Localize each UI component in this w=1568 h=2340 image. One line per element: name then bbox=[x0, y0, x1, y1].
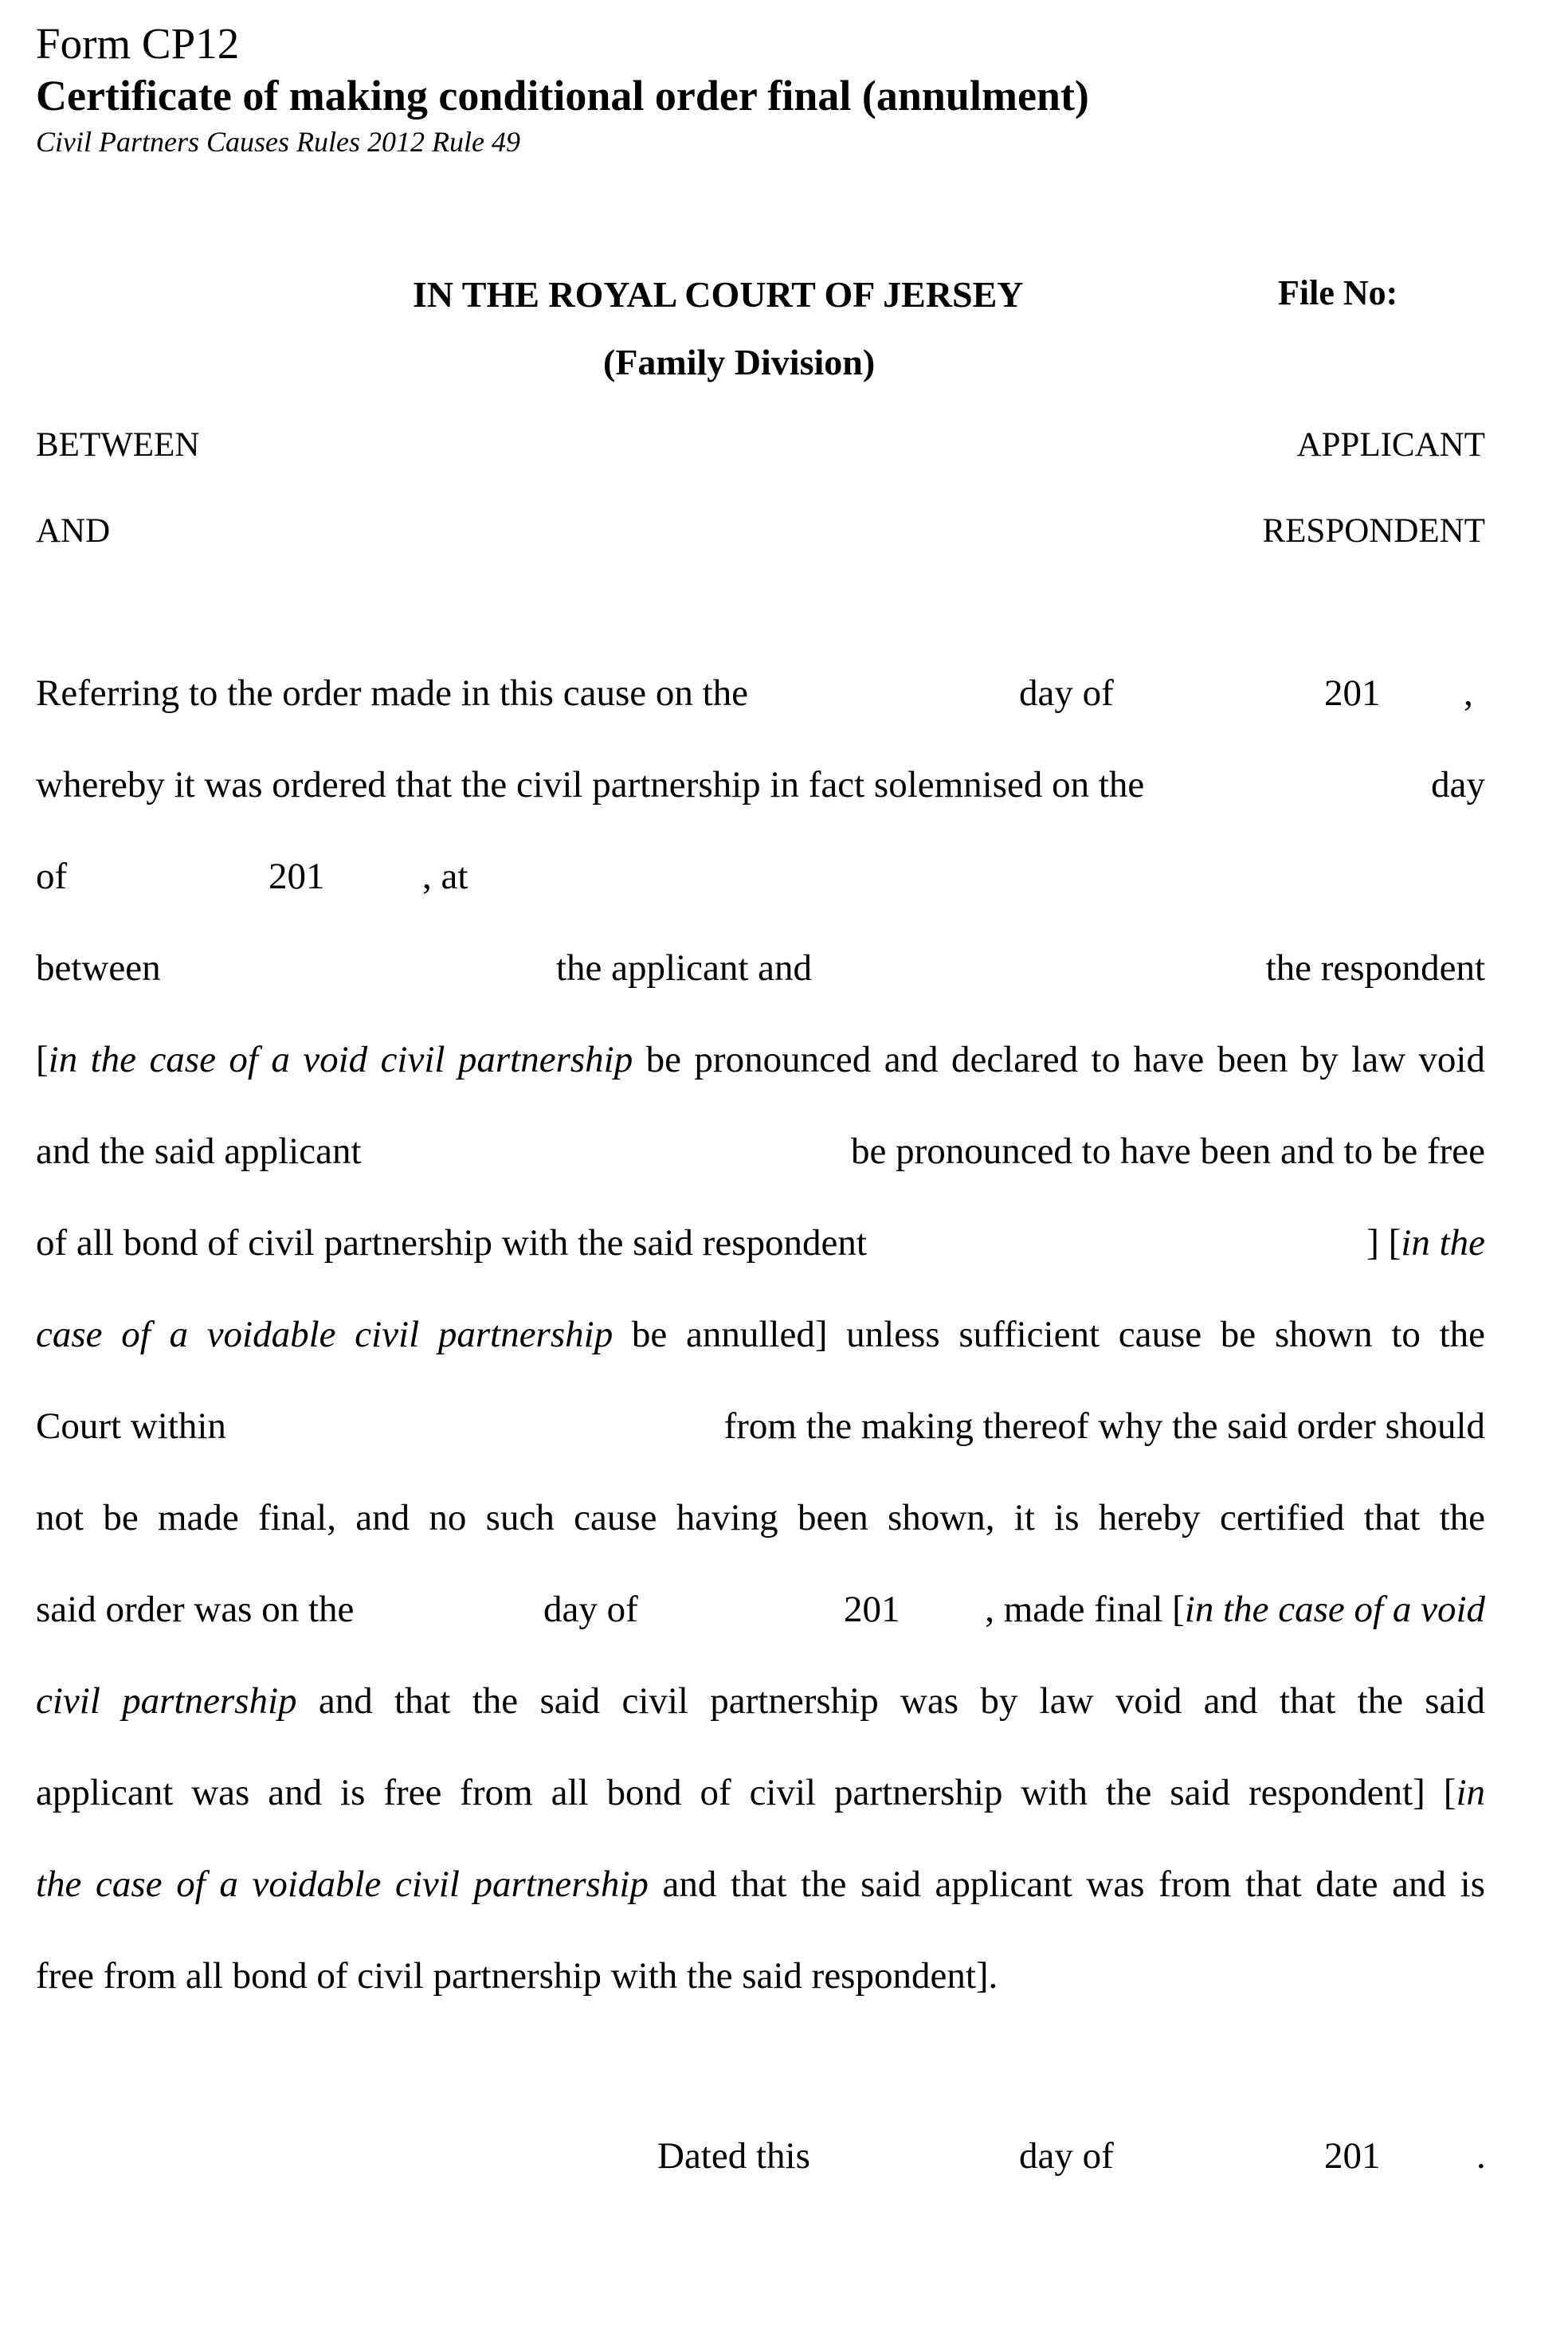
court-division: (Family Division) bbox=[603, 342, 876, 382]
court-name: IN THE ROYAL COURT OF JERSEY bbox=[413, 274, 1024, 315]
body-text: the respondent bbox=[1265, 947, 1485, 989]
and-label: AND bbox=[36, 512, 111, 550]
form-rule-reference: Civil Partners Causes Rules 2012 Rule 49 bbox=[36, 126, 520, 158]
file-number-label: File No: bbox=[1278, 273, 1398, 312]
body-line-5 bbox=[36, 1036, 1485, 1084]
form-title: Certificate of making conditional order final (annulment) bbox=[36, 72, 1089, 120]
body-line-13 bbox=[36, 1769, 1485, 1817]
dated-text: . bbox=[1476, 2135, 1486, 2177]
body-text: 201 bbox=[844, 1589, 900, 1630]
body-text: civil partnership and that the said civil partnership was by law void and that the said bbox=[36, 1680, 1485, 1722]
body-text: not be made final, and no such cause having been shown, it is hereby certified that the bbox=[36, 1497, 1485, 1538]
body-line-1 bbox=[36, 669, 1485, 717]
body-text: be pronounced and declared to have been by law void bbox=[633, 1039, 1485, 1080]
body-text: Court within bbox=[36, 1405, 226, 1447]
body-line-12 bbox=[36, 1677, 1485, 1725]
body-text: the applicant and bbox=[556, 947, 813, 989]
body-text: from the making thereof why the said order should bbox=[723, 1405, 1485, 1447]
body-line-8 bbox=[36, 1311, 1485, 1358]
body-text: day of bbox=[543, 1589, 638, 1630]
body-line-9 bbox=[36, 1402, 1485, 1450]
body-text: Referring to the order made in this cause on the bbox=[36, 672, 749, 714]
body-line-10 bbox=[36, 1494, 1485, 1542]
dated-text: day of bbox=[1019, 2135, 1114, 2177]
body-text: case of a voidable civil partnership be annulled] unless sufficient cause be shown to the bbox=[36, 1314, 1486, 1355]
body-text: applicant was and is free from all bond of civil partnership with the said respondent] [in bbox=[36, 1772, 1485, 1813]
body-text: day of bbox=[1019, 672, 1114, 714]
body-text: the case of a voidable civil partnership and that the said applicant was from that date and is bbox=[36, 1864, 1485, 1905]
italic-note: in the case of a void civil partnership bbox=[48, 1039, 633, 1080]
body-text: ] [in the bbox=[1366, 1222, 1485, 1264]
body-line-6 bbox=[36, 1127, 1485, 1175]
body-text: of all bond of civil partnership with the said respondent bbox=[36, 1222, 867, 1264]
body-text: and the said applicant bbox=[36, 1131, 362, 1172]
body-text: 201 bbox=[269, 856, 325, 897]
bracket-text: [ bbox=[36, 1039, 49, 1080]
dated-text: 201 bbox=[1324, 2135, 1381, 2177]
form-number: Form CP12 bbox=[36, 19, 240, 68]
applicant-label: APPLICANT bbox=[1296, 426, 1485, 464]
between-label: BETWEEN bbox=[36, 426, 200, 464]
body-text: , at bbox=[422, 856, 468, 897]
body-text: day bbox=[1431, 764, 1485, 805]
body-line-3 bbox=[36, 853, 1485, 900]
body-text: , made final [in the case of a void bbox=[985, 1589, 1485, 1630]
body-line-11 bbox=[36, 1585, 1485, 1633]
body-line-2 bbox=[36, 761, 1485, 809]
body-text: free from all bond of civil partnership with the said respondent]. bbox=[36, 1955, 998, 1997]
body-line-15 bbox=[36, 1952, 1485, 2000]
body-text: , bbox=[1464, 672, 1473, 714]
body-text: 201 bbox=[1324, 672, 1381, 714]
dated-line bbox=[36, 2132, 1485, 2180]
body-line-14 bbox=[36, 1860, 1485, 1908]
dated-text: Dated this bbox=[657, 2135, 810, 2177]
respondent-label: RESPONDENT bbox=[1262, 512, 1485, 550]
body-text: whereby it was ordered that the civil partnership in fact solemnised on the bbox=[36, 764, 1145, 805]
body-line-4 bbox=[36, 944, 1485, 992]
body-text: between bbox=[36, 947, 161, 989]
body-text: said order was on the bbox=[36, 1589, 355, 1630]
body-text: be pronounced to have been and to be free bbox=[850, 1131, 1485, 1172]
body-text: of bbox=[36, 856, 68, 897]
body-line-7 bbox=[36, 1219, 1485, 1267]
